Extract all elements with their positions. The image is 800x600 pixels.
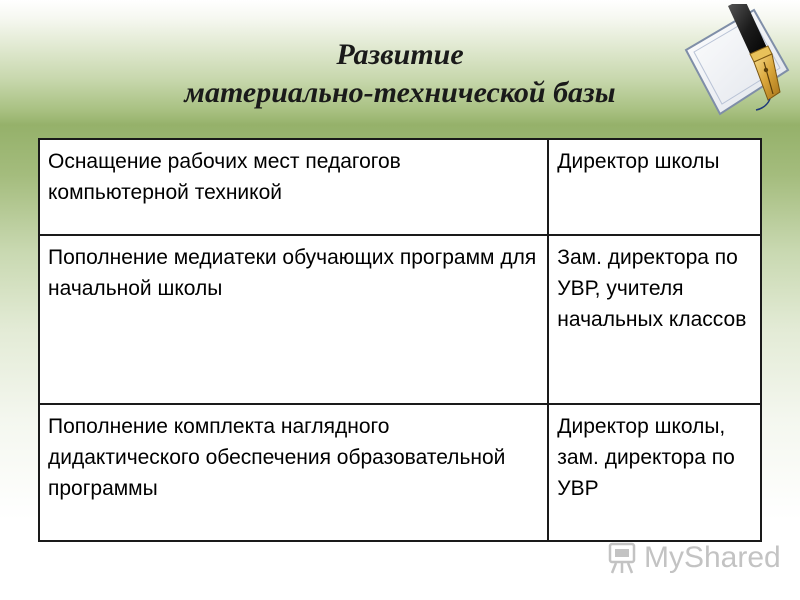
table-row	[39, 404, 761, 541]
slide-title	[100, 36, 700, 112]
responsibility-table	[38, 138, 762, 542]
watermark-text: MyShared	[644, 541, 781, 574]
responsible-cell: Зам. директора по УВР, учителя начальных классов	[548, 235, 761, 404]
presentation-board-icon	[606, 541, 638, 575]
slide-title-line-1: Развитие	[336, 38, 464, 71]
table-row	[39, 235, 761, 404]
task-cell: Пополнение медиатеки обучающих программ для начальной школы	[39, 235, 548, 404]
task-cell: Оснащение рабочих мест педагогов компьютерной техникой	[39, 139, 548, 235]
table-row	[39, 139, 761, 235]
responsible-cell: Директор школы, зам. директора по УВР	[548, 404, 761, 541]
responsible-cell: Директор школы	[548, 139, 761, 235]
watermark	[606, 538, 786, 578]
task-cell: Пополнение комплекта наглядного дидактического обеспечения образовательной программы	[39, 404, 548, 541]
slide-title-line-2: материально-технической базы	[184, 76, 616, 109]
fountain-pen-icon	[676, 4, 794, 122]
